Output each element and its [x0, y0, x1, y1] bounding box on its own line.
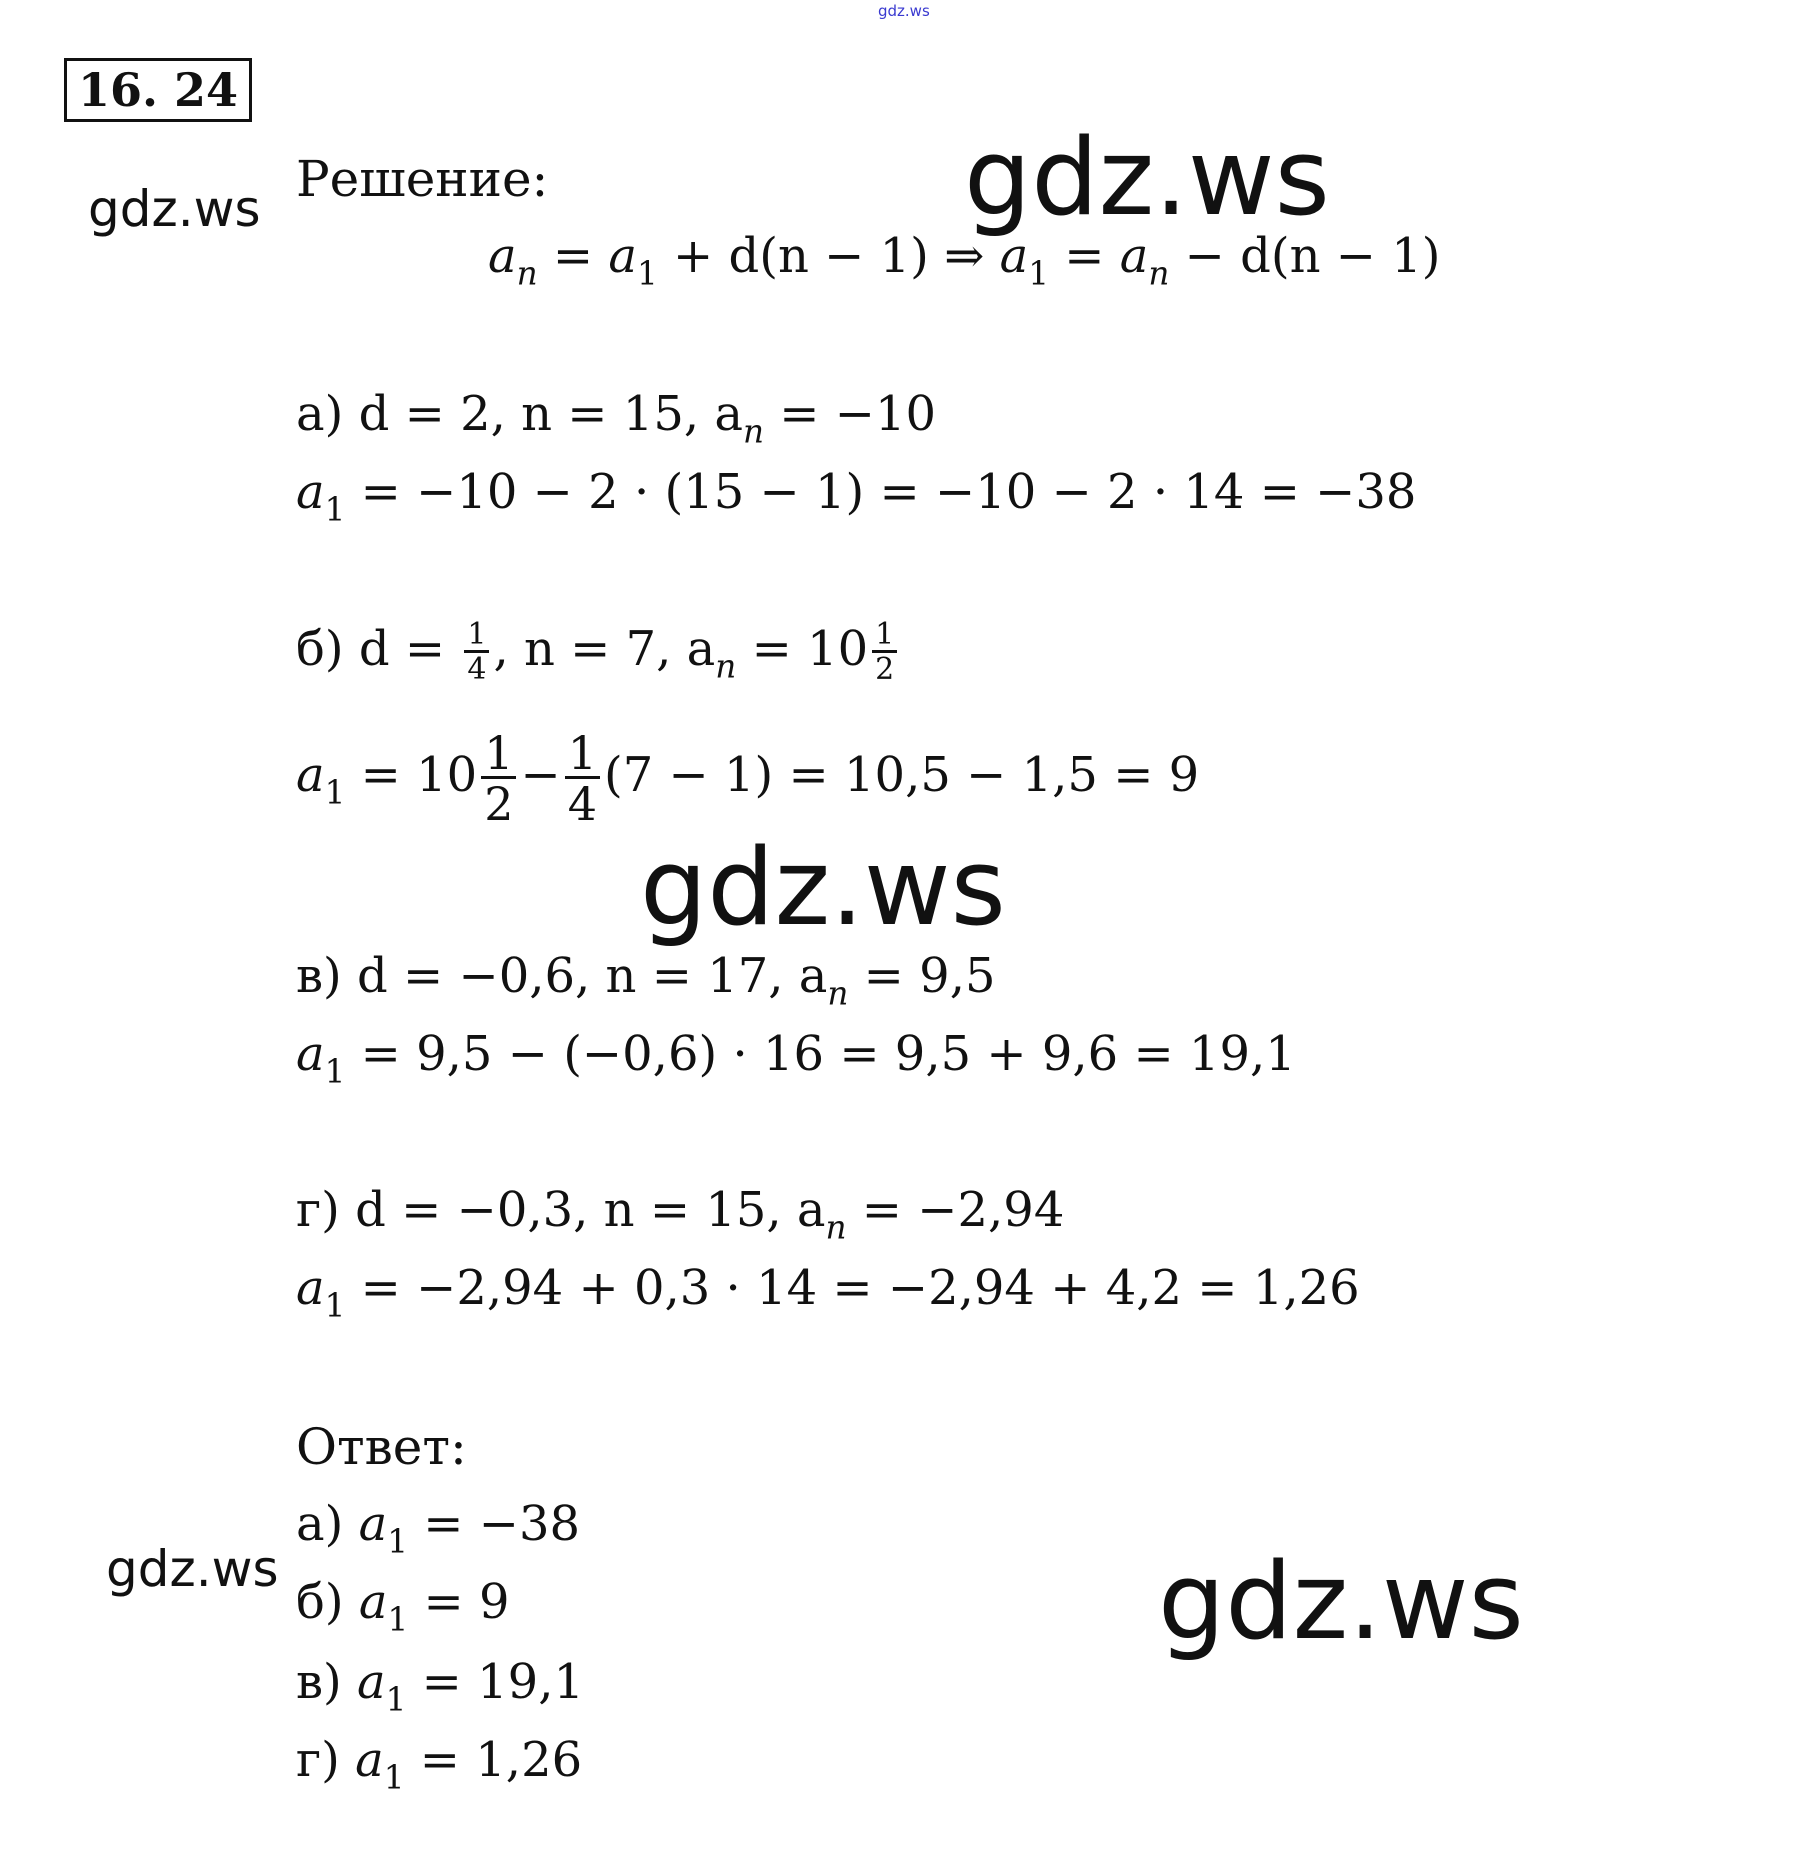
fraction: $\frac{1}{4}$ [565, 730, 600, 827]
answer-item-v: в) $a_1 = 19,1$ [296, 1654, 585, 1719]
part-g-calc: $a_1 = -2,94 + 0,3 \cdot 14 = -2,94 + 4,2 = 1,26$ [296, 1260, 1360, 1325]
watermark-center-top: gdz.ws [964, 116, 1330, 239]
fraction: $\frac{1}{4}$ [464, 620, 489, 685]
fraction: $\frac{1}{2}$ [481, 730, 516, 827]
fraction: $\frac{1}{2}$ [872, 620, 897, 685]
part-b-given: б) d = $\frac{1}{4}$ , n = 7, $a_n = 10$ $\frac{1}{2}$ [296, 620, 901, 685]
solution-heading: Решение: [296, 150, 549, 208]
part-a-given: а) d = 2, n = 15, $a_n = -10$ [296, 386, 937, 451]
watermark-center-middle: gdz.ws [640, 826, 1006, 949]
answer-item-g: г) $a_1 = 1,26$ [296, 1732, 583, 1797]
part-a-calc: $a_1 = -10 - 2 \cdot (15 - 1) = -10 - 2 \cdot 14 = -38$ [296, 464, 1417, 529]
part-v-calc: $a_1 = 9,5 - (-0,6) \cdot 16 = 9,5 + 9,6 = 19,1$ [296, 1026, 1296, 1091]
part-b-calc: $a_1 = 10$ $\frac{1}{2}$ − $\frac{1}{4}$ (7 − 1) = 10,5 − 1,5 = 9 [296, 726, 1200, 831]
watermark-left-bottom: gdz.ws [106, 1540, 279, 1598]
watermark-top: gdz.ws [878, 2, 930, 20]
answer-heading: Ответ: [296, 1418, 467, 1476]
general-formula: $a_n = a_1 + d(n - 1)$ ⇒ $a_1 = a_n - d(n - 1)$ [488, 228, 1441, 293]
watermark-right-bottom: gdz.ws [1158, 1540, 1524, 1663]
answer-item-b: б) $a_1 = 9$ [296, 1574, 510, 1639]
problem-number: 16. 24 [64, 58, 252, 122]
answer-item-a: а) $a_1 = -38$ [296, 1496, 581, 1561]
part-v-given: в) d = −0,6, n = 17, $a_n = 9,5$ [296, 948, 996, 1013]
part-g-given: г) d = −0,3, n = 15, $a_n = -2,94$ [296, 1182, 1065, 1247]
watermark-left-top: gdz.ws [88, 180, 261, 238]
